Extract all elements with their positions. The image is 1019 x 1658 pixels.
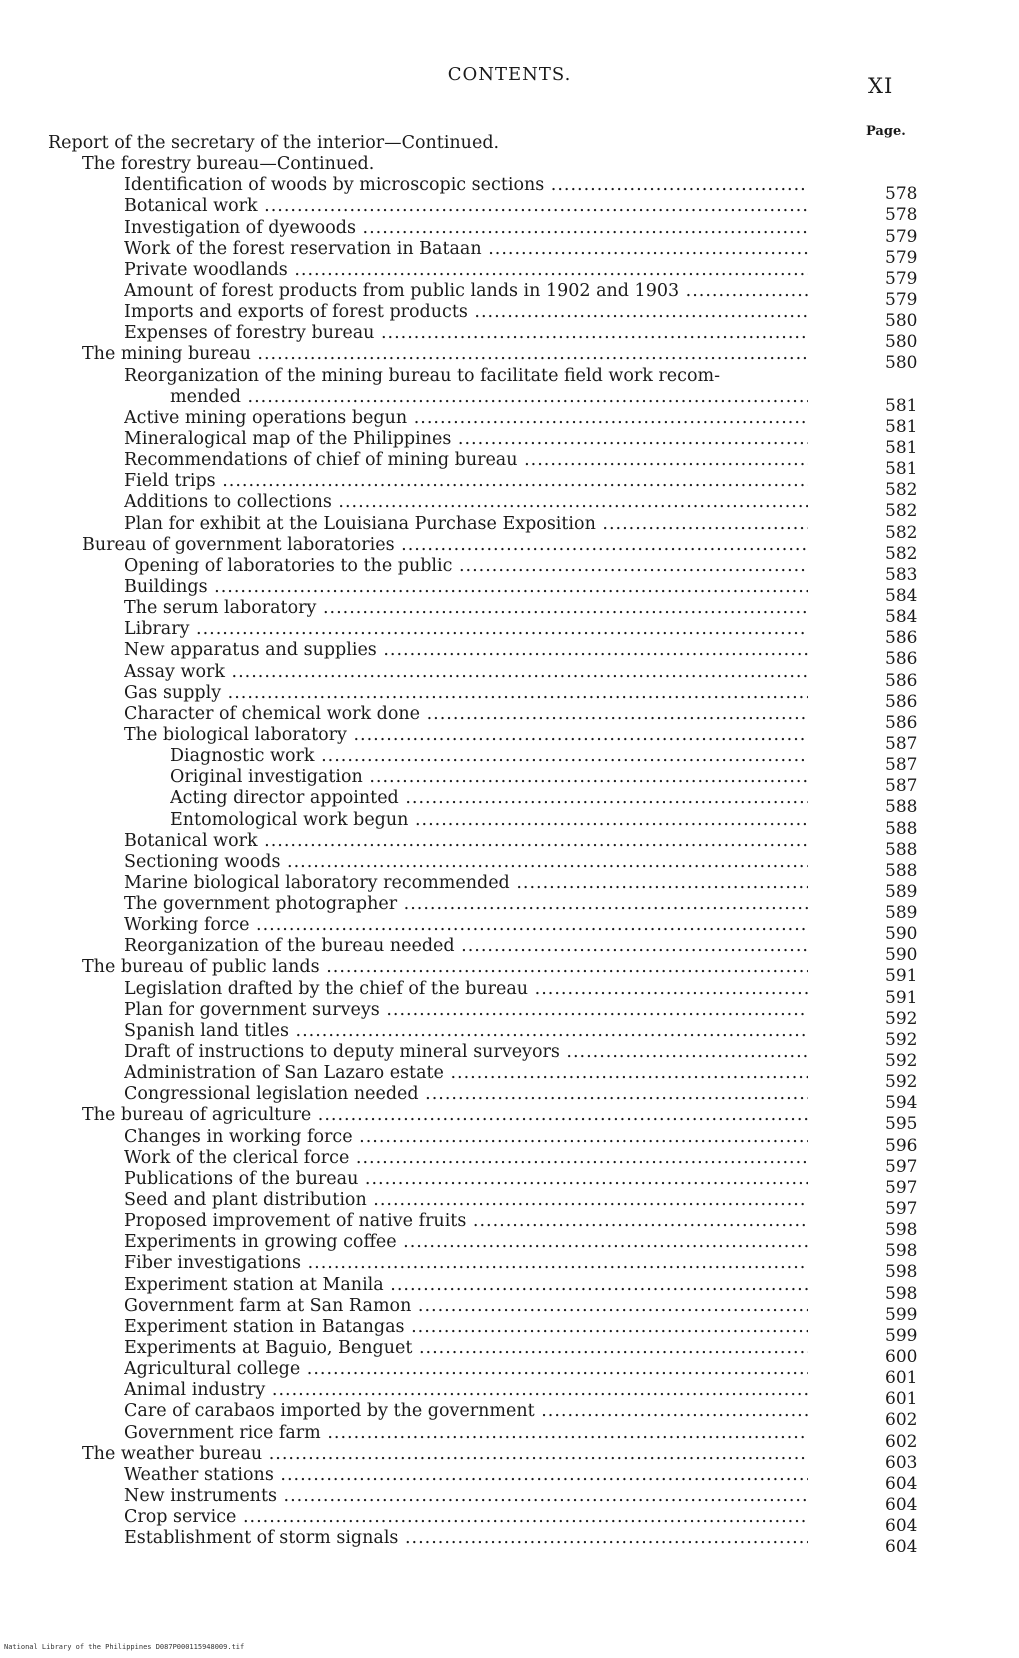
table-of-contents xyxy=(0,133,1019,1558)
toc-entry-title: Character of chemical work done ..... xyxy=(124,704,808,725)
toc-entry-title: Care of carabaos imported by the government ..... xyxy=(124,1401,808,1422)
toc-entry-title: mended ..... xyxy=(170,387,808,408)
toc-entry-title: Recommendations of chief of mining bureau ..... xyxy=(124,450,808,471)
toc-entry xyxy=(0,598,1019,628)
toc-entry xyxy=(0,407,1019,437)
page-column-heading: Page. xyxy=(866,124,906,139)
toc-entry-page: 597 xyxy=(885,1177,918,1198)
toc-entry-page: 598 xyxy=(885,1262,918,1283)
toc-entry-title: Library ..... xyxy=(124,619,808,640)
toc-entry-page: 590 xyxy=(885,924,918,945)
toc-entry-title: The biological laboratory ..... xyxy=(124,725,808,746)
toc-entry xyxy=(0,1126,1019,1156)
toc-entry-page: 582 xyxy=(885,480,918,501)
toc-entry-page: 591 xyxy=(885,966,918,987)
toc-entry-title: Report of the secretary of the interior—Continued. xyxy=(48,133,500,153)
toc-entry-page: 586 xyxy=(885,712,918,733)
toc-entry-page: 596 xyxy=(885,1135,918,1156)
toc-entry-title: Bureau of government laboratories ..... xyxy=(82,535,808,556)
toc-entry-page: 588 xyxy=(885,860,918,881)
toc-entry-title: Expenses of forestry bureau ..... xyxy=(124,323,808,344)
toc-entry xyxy=(0,344,1019,374)
toc-entry xyxy=(0,259,1019,289)
toc-entry xyxy=(0,196,1019,226)
toc-entry xyxy=(0,915,1019,945)
toc-entry-page: 579 xyxy=(885,268,918,289)
toc-entry xyxy=(0,1274,1019,1304)
toc-entry xyxy=(0,746,1019,776)
toc-entry-page: 579 xyxy=(885,226,918,247)
toc-entry-title: Proposed improvement of native fruits ..... xyxy=(124,1211,808,1232)
toc-entry-title: The government photographer ..... xyxy=(124,894,808,915)
toc-entry xyxy=(0,175,1019,205)
toc-entry-title: The mining bureau ..... xyxy=(82,344,808,365)
toc-entry-title: Administration of San Lazaro estate ..... xyxy=(124,1063,808,1084)
toc-entry xyxy=(0,682,1019,712)
toc-entry-title: Investigation of dyewoods ..... xyxy=(124,218,808,239)
toc-entry xyxy=(0,450,1019,480)
toc-entry-title: Crop service ..... xyxy=(124,1507,808,1528)
toc-entry-title: Assay work ..... xyxy=(124,662,808,683)
toc-entry-page: 602 xyxy=(885,1431,918,1452)
toc-entry-title: Original investigation ..... xyxy=(170,767,808,788)
toc-entry-page: 580 xyxy=(885,332,918,353)
scan-footer: National Library of the Philippines D087P000115948009.tif xyxy=(4,1643,245,1651)
toc-entry-page: 592 xyxy=(885,1072,918,1093)
toc-entry-title: The bureau of public lands ..... xyxy=(82,957,808,978)
toc-entry-title: Botanical work ..... xyxy=(124,831,808,852)
toc-entry-title: Draft of instructions to deputy mineral surveyors ..... xyxy=(124,1042,808,1063)
toc-entry-title: Identification of woods by microscopic sections ..... xyxy=(124,175,808,196)
toc-entry xyxy=(0,302,1019,332)
toc-entry-page: 604 xyxy=(885,1537,918,1558)
toc-entry-title: Sectioning woods ..... xyxy=(124,852,808,873)
toc-entry-page: 584 xyxy=(885,607,918,628)
toc-entry xyxy=(0,428,1019,458)
toc-entry xyxy=(0,386,1019,416)
toc-entry-page: 603 xyxy=(885,1452,918,1473)
toc-entry-page: 587 xyxy=(885,733,918,754)
toc-entry-page: 581 xyxy=(885,437,918,458)
toc-entry-title: Marine biological laboratory recommended ..... xyxy=(124,873,808,894)
toc-entry-title: Entomological work begun ..... xyxy=(170,810,808,831)
toc-entry-title: Seed and plant distribution ..... xyxy=(124,1190,808,1211)
toc-entry-title: Amount of forest products from public lands in 1902 and 1903 ..... xyxy=(124,281,808,302)
toc-entry-title: Experiment station at Manila ..... xyxy=(124,1275,808,1296)
toc-entry xyxy=(0,788,1019,818)
toc-entry-page: 586 xyxy=(885,628,918,649)
toc-entry xyxy=(0,999,1019,1029)
toc-entry-page: 599 xyxy=(885,1304,918,1325)
toc-entry xyxy=(0,217,1019,247)
toc-entry xyxy=(0,1020,1019,1050)
toc-entry-page: 602 xyxy=(885,1410,918,1431)
toc-entry-page: 581 xyxy=(885,395,918,416)
toc-entry xyxy=(0,1316,1019,1346)
toc-entry-title: Work of the forest reservation in Bataan ..... xyxy=(124,239,808,260)
toc-entry xyxy=(0,872,1019,902)
toc-entry-page: 588 xyxy=(885,818,918,839)
roman-page-number: XI xyxy=(868,74,894,98)
toc-entry xyxy=(0,767,1019,797)
toc-entry-page: 587 xyxy=(885,755,918,776)
toc-entry-page: 598 xyxy=(885,1220,918,1241)
toc-entry-page: 598 xyxy=(885,1283,918,1304)
toc-entry xyxy=(0,1105,1019,1135)
toc-entry xyxy=(0,280,1019,310)
toc-entry-title: Changes in working force ..... xyxy=(124,1127,808,1148)
toc-entry-page: 601 xyxy=(885,1368,918,1389)
toc-entry xyxy=(0,1063,1019,1093)
toc-entry xyxy=(0,238,1019,268)
toc-entry-page: 586 xyxy=(885,691,918,712)
toc-entry xyxy=(0,1528,1019,1558)
toc-entry-title: Reorganization of the mining bureau to facilitate field work recom- xyxy=(124,365,720,386)
toc-entry-page: 592 xyxy=(885,1051,918,1072)
toc-entry-page: 584 xyxy=(885,585,918,606)
toc-entry-title: Buildings ..... xyxy=(124,577,808,598)
toc-entry-title: New instruments ..... xyxy=(124,1486,808,1507)
toc-entry xyxy=(0,619,1019,649)
toc-entry-page: 578 xyxy=(885,205,918,226)
toc-entry xyxy=(0,1211,1019,1241)
toc-entry-page: 588 xyxy=(885,839,918,860)
toc-entry-page: 591 xyxy=(885,987,918,1008)
toc-entry xyxy=(0,1443,1019,1473)
toc-entry-page: 582 xyxy=(885,543,918,564)
toc-entry-page: 597 xyxy=(885,1199,918,1220)
toc-entry-page: 587 xyxy=(885,776,918,797)
toc-entry-title: The forestry bureau—Continued. xyxy=(82,154,375,175)
toc-entry-title: Legislation drafted by the chief of the bureau ..... xyxy=(124,979,808,1000)
toc-entry xyxy=(0,323,1019,353)
toc-entry xyxy=(0,936,1019,966)
toc-entry xyxy=(0,640,1019,670)
toc-entry-title: Gas supply ..... xyxy=(124,683,808,704)
toc-entry-title: Reorganization of the bureau needed ..... xyxy=(124,936,808,957)
toc-entry-title: Agricultural college ..... xyxy=(124,1359,808,1380)
toc-entry-page: 580 xyxy=(885,311,918,332)
toc-entry-title: Experiments at Baguio, Benguet ..... xyxy=(124,1338,808,1359)
page-heading: CONTENTS. xyxy=(447,64,572,85)
toc-entry-title: Experiment station in Batangas ..... xyxy=(124,1317,808,1338)
toc-entry-page: 595 xyxy=(885,1114,918,1135)
toc-entry-page: 581 xyxy=(885,459,918,480)
toc-entry-page: 589 xyxy=(885,903,918,924)
toc-entry xyxy=(0,1486,1019,1515)
toc-entry xyxy=(0,661,1019,691)
toc-entry-title: Animal industry ..... xyxy=(124,1380,808,1401)
toc-entry xyxy=(0,471,1019,501)
toc-entry xyxy=(0,534,1019,564)
toc-entry-page: 582 xyxy=(885,522,918,543)
toc-entry-title: Active mining operations begun ..... xyxy=(124,408,808,429)
toc-entry-title: The weather bureau ..... xyxy=(82,1444,808,1465)
toc-entry-title: Additions to collections ..... xyxy=(124,492,808,513)
toc-entry-page: 597 xyxy=(885,1156,918,1177)
toc-entry-title: Plan for exhibit at the Louisiana Purchase Exposition ..... xyxy=(124,514,808,535)
toc-entry-title: The bureau of agriculture ..... xyxy=(82,1105,808,1126)
toc-entry-title: The serum laboratory ..... xyxy=(124,598,808,619)
toc-entry-page: 604 xyxy=(885,1495,918,1515)
toc-entry-page: 578 xyxy=(885,184,918,205)
toc-entry-page: 589 xyxy=(885,881,918,902)
toc-entry xyxy=(0,492,1019,522)
toc-entry xyxy=(0,576,1019,606)
toc-entry-page: 604 xyxy=(885,1516,918,1537)
toc-entry-page: 598 xyxy=(885,1241,918,1262)
toc-entry xyxy=(0,1380,1019,1410)
toc-entry-title: Establishment of storm signals ..... xyxy=(124,1528,808,1549)
toc-entry xyxy=(0,703,1019,733)
toc-entry-page: 586 xyxy=(885,670,918,691)
toc-entry-title: Spanish land titles ..... xyxy=(124,1021,808,1042)
toc-entry-page: 590 xyxy=(885,945,918,966)
toc-entry-page: 601 xyxy=(885,1389,918,1410)
toc-entry-title: Experiments in growing coffee ..... xyxy=(124,1232,808,1253)
toc-entry-page: 582 xyxy=(885,501,918,522)
toc-entry-title: Imports and exports of forest products ..... xyxy=(124,302,808,323)
toc-entry xyxy=(0,1168,1019,1198)
toc-entry xyxy=(0,1147,1019,1177)
toc-entry xyxy=(0,1084,1019,1114)
toc-entry-title: Diagnostic work ..... xyxy=(170,746,808,767)
toc-entry xyxy=(0,978,1019,1008)
toc-entry-title: Acting director appointed ..... xyxy=(170,788,808,809)
toc-entry-title: Plan for government surveys ..... xyxy=(124,1000,808,1021)
toc-entry xyxy=(0,154,1019,175)
toc-entry-title: Botanical work ..... xyxy=(124,196,808,217)
toc-entry-page: 604 xyxy=(885,1473,918,1494)
toc-entry-title: Fiber investigations ..... xyxy=(124,1253,808,1274)
toc-entry xyxy=(0,133,1019,154)
toc-entry xyxy=(0,1422,1019,1452)
toc-entry-page: 583 xyxy=(885,564,918,585)
toc-entry-page: 580 xyxy=(885,353,918,374)
toc-entry-title: Opening of laboratories to the public ..... xyxy=(124,556,808,577)
toc-entry xyxy=(0,1464,1019,1494)
toc-entry xyxy=(0,957,1019,987)
toc-entry xyxy=(0,830,1019,860)
toc-entry-title: New apparatus and supplies ..... xyxy=(124,640,808,661)
toc-entry xyxy=(0,724,1019,754)
toc-entry-page: 600 xyxy=(885,1347,918,1368)
toc-entry-title: Congressional legislation needed ..... xyxy=(124,1084,808,1105)
toc-entry xyxy=(0,809,1019,839)
toc-entry-page: 588 xyxy=(885,797,918,818)
toc-entry-title: Mineralogical map of the Philippines ..... xyxy=(124,429,808,450)
toc-entry-page: 579 xyxy=(885,247,918,268)
toc-entry-page: 581 xyxy=(885,416,918,437)
toc-entry-page: 599 xyxy=(885,1325,918,1346)
toc-entry-title: Weather stations ..... xyxy=(124,1465,808,1486)
toc-entry-title: Government rice farm ..... xyxy=(124,1423,808,1444)
toc-entry xyxy=(0,1232,1019,1262)
toc-entry-page: 592 xyxy=(885,1008,918,1029)
toc-entry-page: 579 xyxy=(885,289,918,310)
toc-entry xyxy=(0,513,1019,543)
toc-entry-title: Publications of the bureau ..... xyxy=(124,1169,808,1190)
toc-entry xyxy=(0,894,1019,924)
toc-entry-page: 594 xyxy=(885,1093,918,1114)
toc-entry xyxy=(0,366,1019,387)
toc-entry-title: Government farm at San Ramon ..... xyxy=(124,1296,808,1317)
toc-entry-page: 592 xyxy=(885,1029,918,1050)
toc-entry xyxy=(0,555,1019,585)
toc-entry xyxy=(0,1042,1019,1072)
toc-entry xyxy=(0,1295,1019,1325)
toc-entry xyxy=(0,1190,1019,1220)
toc-entry xyxy=(0,1253,1019,1283)
toc-entry-page: 586 xyxy=(885,649,918,670)
toc-entry xyxy=(0,1401,1019,1431)
toc-entry xyxy=(0,851,1019,881)
toc-entry xyxy=(0,1338,1019,1368)
toc-entry-title: Private woodlands ..... xyxy=(124,260,808,281)
toc-entry-title: Field trips ..... xyxy=(124,471,808,492)
toc-entry xyxy=(0,1359,1019,1389)
toc-entry xyxy=(0,1507,1019,1537)
toc-entry-title: Work of the clerical force ..... xyxy=(124,1148,808,1169)
toc-entry-title: Working force ..... xyxy=(124,915,808,936)
